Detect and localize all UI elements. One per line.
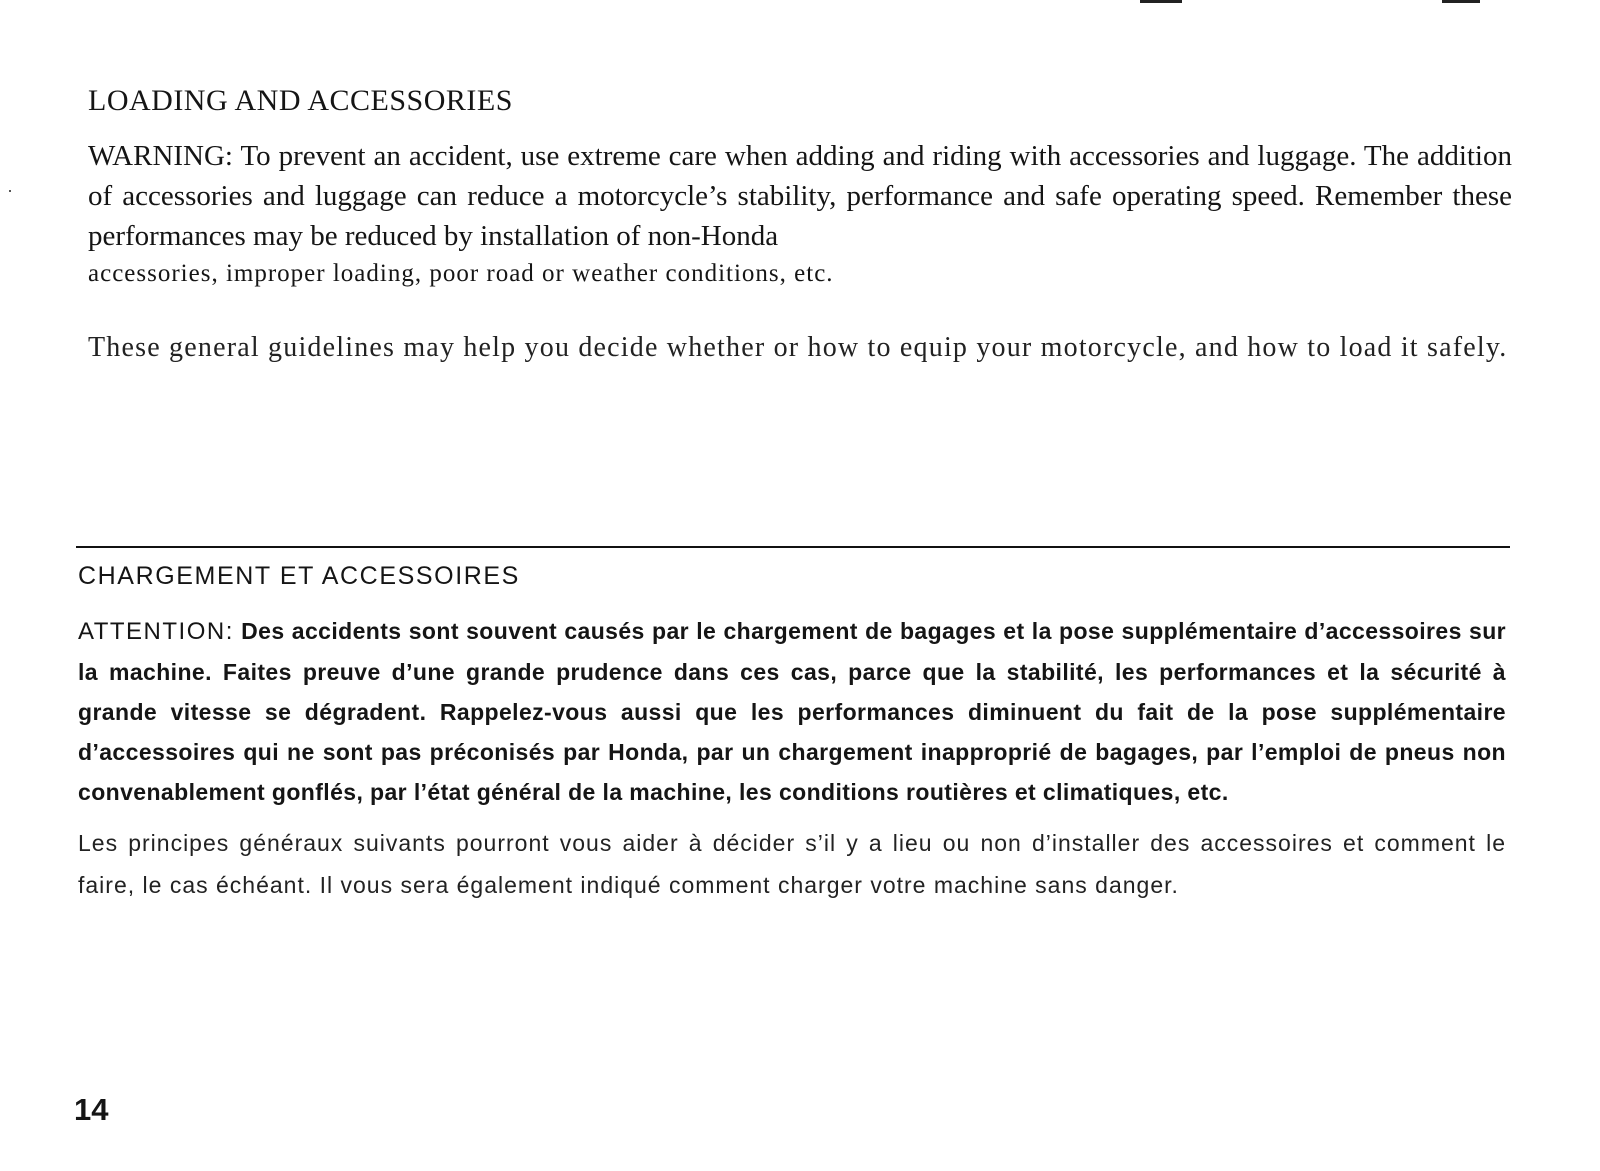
- scan-speck: [9, 190, 11, 192]
- english-warning: [88, 136, 1512, 292]
- english-warning-tail: accessories, improper loading, poor road or weather conditions, etc.: [88, 260, 834, 287]
- french-section: [78, 562, 1506, 929]
- top-mark-right: [1442, 0, 1480, 3]
- french-principes: Les principes généraux suivants pourront vous aider à décider s’il y a lieu ou non d’installer des accessoires et comment le faire, le cas échéant. Il vous sera également indiqué comment charger votre machine sans danger.: [78, 830, 1506, 898]
- french-attention-body: Des accidents sont souvent causés par le chargement de bagages et la pose supplémentaire d’accessoires sur la machine. Faites preuve d’une grande prudence dans ces cas, parce que la stabilité, les performances et la sécurité à grande vitesse se dégradent. Rappelez-vous aussi que les performances diminuent du fait de la pose supplémentaire d’accessoires qui ne sont pas préconisés par Honda, par un chargement inapproprié de bagages, par l’emploi de pneus non convenablement gonflés, par l’état général de la machine, les conditions routières et climatiques, etc.: [78, 618, 1506, 805]
- french-attention: [78, 611, 1506, 812]
- english-heading: LOADING AND ACCESSORIES: [88, 84, 513, 117]
- english-guidelines: These general guidelines may help you decide whether or how to equip your motorcycle, and how to load it safely.: [88, 332, 1508, 363]
- top-edge-marks: [1140, 0, 1480, 6]
- french-heading: CHARGEMENT ET ACCESSOIRES: [78, 562, 520, 590]
- page-number: 14: [74, 1092, 109, 1127]
- english-warning-label: WARNING:: [88, 140, 233, 172]
- english-warning-body: To prevent an accident, use extreme care when adding and riding with accessories and luggage. The addition of accessories and luggage can reduce a motorcycle’s stability, performance and safe operating speed. Remember these performances may be reduced by installation of non-Honda: [88, 140, 1512, 252]
- english-section: [88, 84, 1512, 398]
- top-mark-left: [1140, 0, 1182, 3]
- french-attention-label: ATTENTION:: [78, 618, 234, 645]
- section-divider: [76, 546, 1510, 548]
